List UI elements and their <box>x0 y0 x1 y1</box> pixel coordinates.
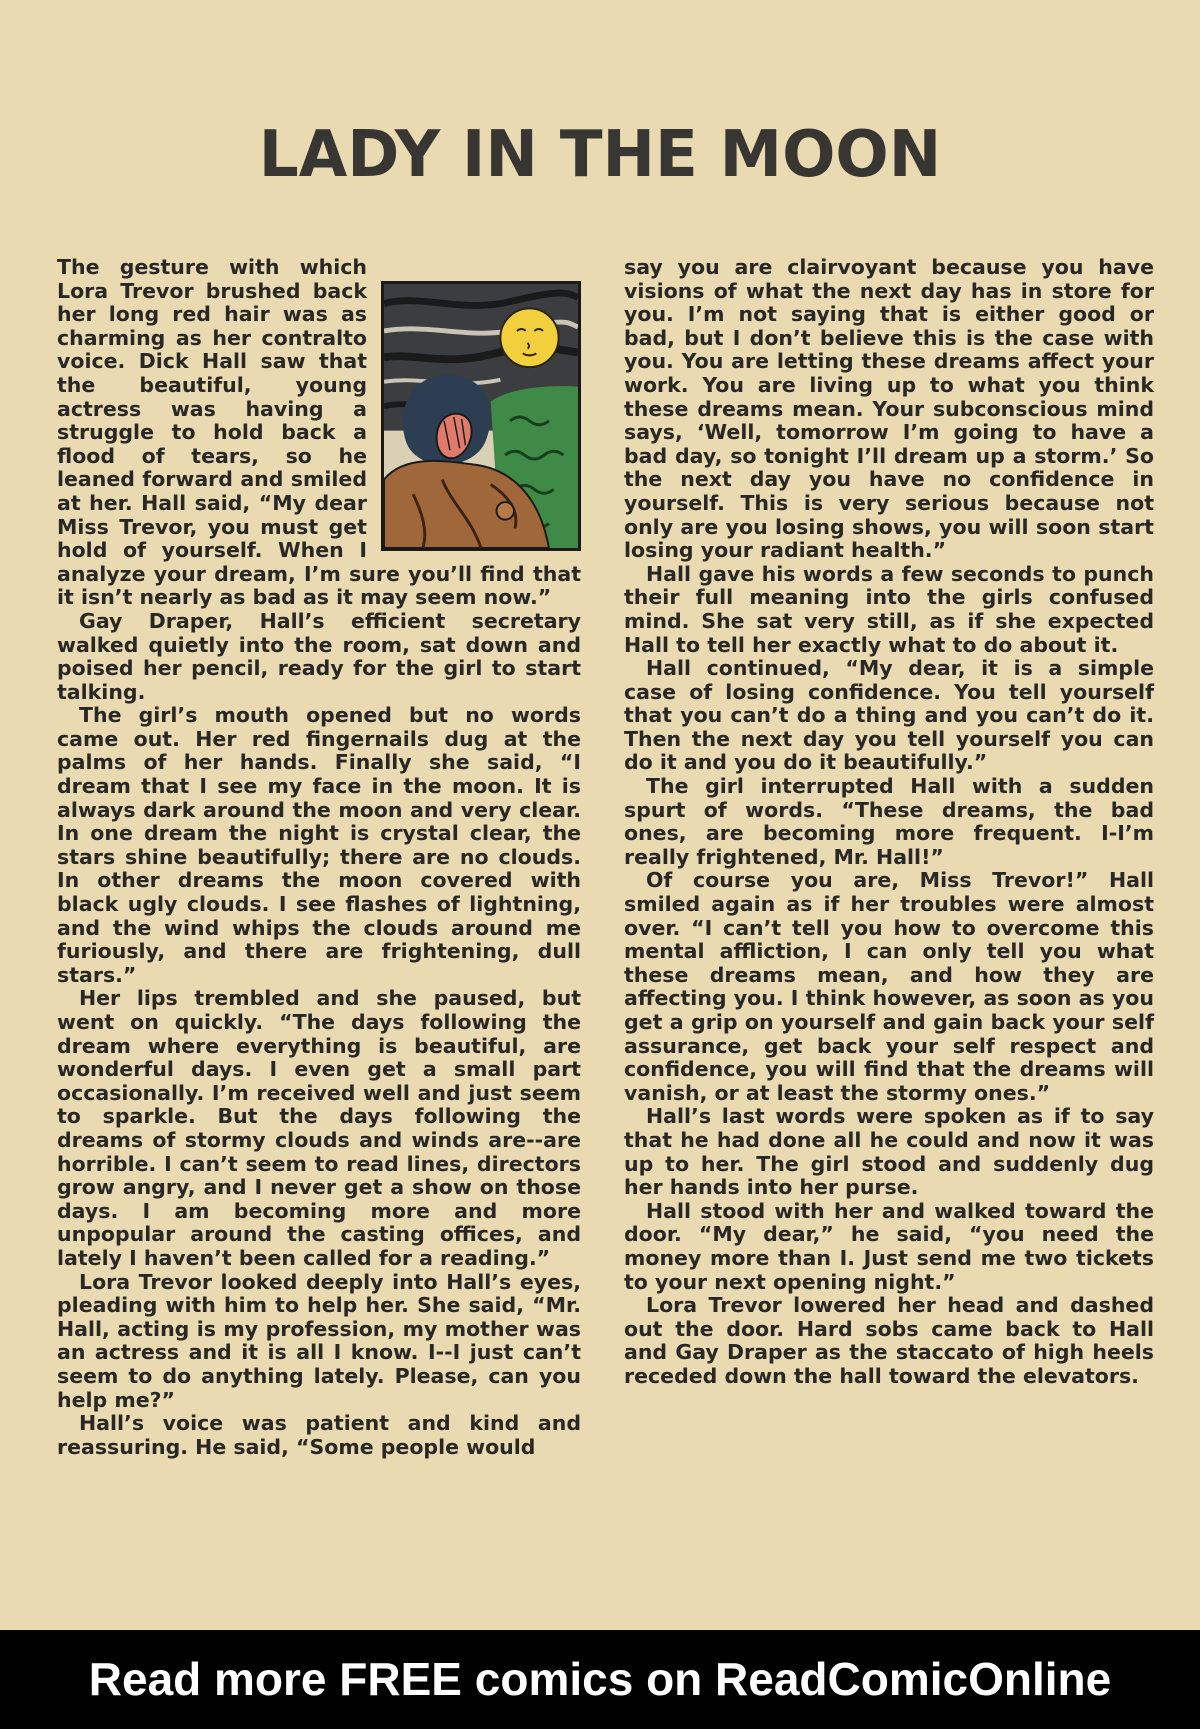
moon-illustration <box>384 284 578 548</box>
paragraph: say you are clairvoyant because you have visions of what the next day has in store for you. I’m not saying that is either good or bad, but I don’t believe this is the case with you. You are letting these dreams affect your work. You are living up to what you think these dreams mean. Your subconscious mind says, ‘Well, tomorrow I’m going to have a bad day, so tonight I’ll dream up a storm.’ So the next day you have no confidence in yourself. This is very serious because not only are you losing shows, you will soon start losing your radiant health.” <box>624 255 1154 563</box>
promo-footer-banner[interactable]: Read more FREE comics on ReadComicOnline <box>0 1630 1200 1729</box>
paragraph: Lora Trevor lowered her head and dashed out the door. Hard sobs came back to Hall and Gay Draper as the staccato of high heels receded down the hall toward the elevators. <box>624 1293 1154 1388</box>
moon-illustration-panel <box>381 281 581 551</box>
paragraph: Her lips trembled and she paused, but went on quickly. “The days following the dream where everything is beautiful, are wonderful days. I even get a small part occasionally. I’m received well and just seem to sparkle. But the days following the dreams of stormy clouds and winds are--are horrible. I can’t seem to read lines, directors grow angry, and I never get a show on those days. I am becoming more and more unpopular around the casting offices, and lately I haven’t been called for a reading.” <box>57 986 581 1270</box>
paragraph: Gay Draper, Hall’s efficient secretary walked quietly into the room, sat down and poised her pencil, ready for the girl to start talking. <box>57 608 581 704</box>
paragraph: Of course you are, Miss Trevor!” Hall smiled again as if her troubles were almost over. “I can’t tell you how to overcome this mental affliction, I can only tell you what these dreams mean, and how they are affecting you. I think however, as soon as you get a grip on yourself and gain back your self assurance, get back your self respect and confidence, you will find that the dreams will vanish, or at least the stormy ones.” <box>624 868 1154 1105</box>
paragraph: Hall continued, “My dear, it is a simple case of losing confidence. You tell yourself that you can’t do a thing and you can’t do it. Then the next day you tell yourself you can do it and you do it beautifully.” <box>624 656 1154 775</box>
paragraph: The girl’s mouth opened but no words came out. Her red fingernails dug at the palms of her hands. Finally she said, “I dream that I see my face in the moon. It is always dark around the moon and very clear. In one dream the night is crystal clear, the stars shine beautifully; there are no clouds. In other dreams the moon covered with black ugly clouds. I see flashes of lightning, and the wind whips the clouds around me furiously, and there are frightening, dull stars.” <box>57 703 581 987</box>
paragraph: Hall stood with her and walked toward the door. “My dear,” he said, “you need the money more than I. Just send me two tickets to your next opening night.” <box>624 1198 1154 1294</box>
right-text-column <box>624 256 1154 1389</box>
paragraph: Lora Trevor looked deeply into Hall’s eyes, pleading with him to help her. She said, “Mr. Hall, acting is my profession, my mother was an actress and it is all I know. I--I just can’t seem to do anything lately. Please, can you help me?” <box>57 1269 581 1412</box>
story-title: LADY IN THE MOON <box>258 118 942 192</box>
paragraph: The gesture with which Lora Trevor brushed back her long red hair was as charming as her contralto voice. Dick Hall saw that the beautiful, young actress was having a struggle to hold back a flood of tears, so he leaned forward and smiled at her. Hall said, “My dear Miss Trevor, you must get hold of yourself. When I analyze your dream, I’m sure you’ll find that it isn’t nearly as bad as it may seem now.” <box>57 255 581 610</box>
paragraph: The girl interrupted Hall with a sudden spurt of words. “These dreams, the bad ones, are becoming more frequent. I-I’m really frightened, Mr. Hall!” <box>624 774 1154 869</box>
paragraph: Hall’s voice was patient and kind and reassuring. He said, “Some people would <box>57 1411 581 1459</box>
moon-icon <box>500 308 558 367</box>
paragraph: Hall’s last words were spoken as if to say that he had done all he could and now it was up to her. The girl stood and suddenly dug her hands into her purse. <box>624 1104 1154 1200</box>
left-text-column <box>57 256 581 1459</box>
paragraph: Hall gave his words a few seconds to punch their full meaning into the girls confused mind. She sat very still, as if she expected Hall to tell her exactly what to do about it. <box>624 561 1154 657</box>
